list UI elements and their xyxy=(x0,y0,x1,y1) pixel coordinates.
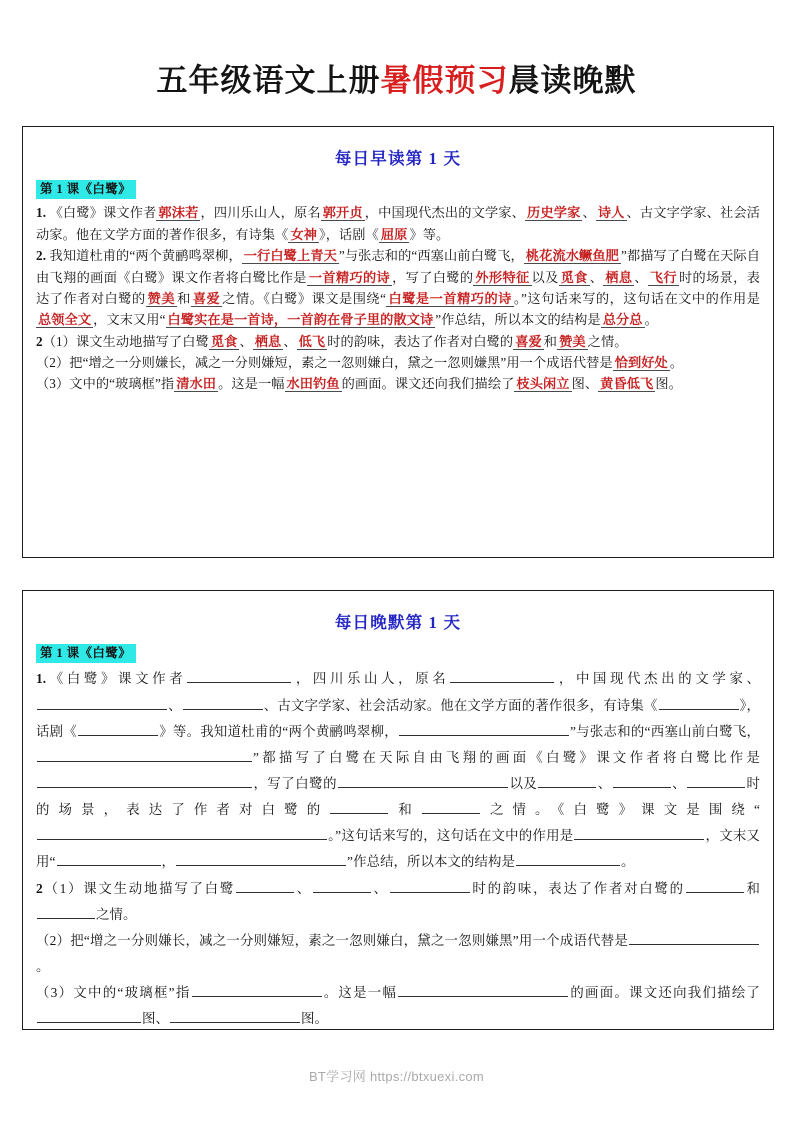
e3-label: （2） xyxy=(36,932,71,948)
e2-text-5: 和 xyxy=(744,880,760,896)
evening-lesson-badge-row xyxy=(36,644,760,666)
e1-text-7: 》等。我知道杜甫的“两个黄鹂鸣翠柳， xyxy=(159,723,398,739)
page-title xyxy=(0,0,793,101)
e1-text-13: 、 xyxy=(671,775,687,791)
q2-text-14: 。 xyxy=(644,312,658,328)
e1-text-9: ”都描写了白鹭在天际自由飞翔的画面《白鹭》课文作者将白鹭比作是 xyxy=(253,749,760,765)
e1-text-16: 之情。《白鹭》课文是围绕 xyxy=(480,802,754,818)
q3-answer-4: 喜爱 xyxy=(515,333,542,349)
q5-answer-4: 黄昏低飞 xyxy=(600,376,654,392)
answer-blank[interactable] xyxy=(37,696,167,710)
answer-blank[interactable] xyxy=(399,722,569,736)
q2-text-4: ，写了白鹭的 xyxy=(392,269,474,285)
q1-text-6: 》，话剧《 xyxy=(319,226,379,242)
e4-text-4: 图、 xyxy=(142,1011,169,1027)
q5-text-1: 文中的“玻璃框”指 xyxy=(69,376,175,392)
q2-answer-1: 一行白鹭上青天 xyxy=(243,248,337,264)
answer-blank[interactable] xyxy=(422,800,480,814)
q1-text-2: ，四川乐山人，原名 xyxy=(200,205,321,221)
q5-answer-2: 水田钓鱼 xyxy=(286,376,340,392)
q3-answer-1: 觅食 xyxy=(210,333,238,349)
morning-lesson-badge-row xyxy=(36,180,760,202)
morning-reading-box xyxy=(22,126,774,558)
q2-answer-9: 喜爱 xyxy=(192,290,221,306)
morning-body xyxy=(36,202,760,394)
e1-text-11: 以及 xyxy=(509,775,538,791)
morning-section-heading: 每日早读第 1 天 xyxy=(334,149,462,168)
q1-number: 1. xyxy=(36,205,47,221)
q2-answer-7: 飞行 xyxy=(649,269,678,285)
q1-answer-6: 屈原 xyxy=(380,226,408,242)
title-part-1: 五年级语文上册 xyxy=(156,63,381,98)
e2-label: （1） xyxy=(42,880,84,896)
e1-text-22: 。 xyxy=(620,854,635,870)
e1-text-20: ， xyxy=(161,854,176,870)
evening-question-1 xyxy=(36,666,760,875)
e1-text-5: 、古文字学家、社会活动家。他在文学方面的著作很多，有诗集《 xyxy=(263,697,658,713)
q2-text-2: ”与张志和的“西塞山前白鹭飞， xyxy=(338,248,524,264)
e1-text-1: 《白鹭》课文作者 xyxy=(46,671,187,687)
q3-text-4: 时的韵味，表达了作者对白鹭的 xyxy=(327,333,514,349)
q2-text-10: 之情。《白鹭》课文是围绕“ xyxy=(222,290,387,306)
e3-text-2: 是 xyxy=(614,932,628,948)
e1-text-14: 时的场景，表达了作者对白鹭的 xyxy=(36,775,760,818)
evening-section-heading: 每日晚默第 1 天 xyxy=(334,613,462,632)
q2-text-6: 、 xyxy=(589,269,604,285)
q3-text-6: 之情。 xyxy=(587,333,628,349)
answer-blank[interactable] xyxy=(37,748,252,762)
q2-answer-12: 白鹭实在是一首诗，一首韵在骨子里的散文诗 xyxy=(167,312,434,328)
answer-blank[interactable] xyxy=(37,774,252,788)
q1-answer-2: 郭开贞 xyxy=(322,205,363,221)
e1-text-10: ，写了白鹭的 xyxy=(253,775,338,791)
q2-answer-8: 赞美 xyxy=(147,290,176,306)
e4-label: （3） xyxy=(36,985,74,1001)
answer-blank[interactable] xyxy=(574,827,704,841)
evening-question-2 xyxy=(36,876,760,928)
q2-number: 2. xyxy=(36,248,47,264)
answer-blank[interactable] xyxy=(192,983,322,997)
q2-answer-11: 总领全文 xyxy=(38,312,92,328)
answer-blank[interactable] xyxy=(686,879,744,893)
answer-blank[interactable] xyxy=(313,879,371,893)
q1-text-5: 、古文字学家、社会活动家。他在文学方面的著作很多，有诗集《 xyxy=(36,205,761,242)
answer-blank[interactable] xyxy=(398,983,568,997)
answer-blank[interactable] xyxy=(390,879,470,893)
answer-blank[interactable] xyxy=(176,853,346,867)
q3-text-2: 、 xyxy=(239,333,253,349)
e1-number: 1. xyxy=(36,671,47,687)
q5-answer-1: 清水田 xyxy=(176,376,217,392)
q2-text-8: 时的场景，表达了作者对白鹭的 xyxy=(36,269,761,306)
title-highlight: 暑假预习 xyxy=(380,63,509,98)
e1-text-2: ，四川乐山人，原名 xyxy=(292,671,450,687)
evening-question-4 xyxy=(36,980,760,1032)
q3-answer-2: 栖息 xyxy=(254,333,282,349)
q1-text-3: ，中国现代杰出的文学家、 xyxy=(364,205,526,221)
morning-question-1 xyxy=(36,202,760,245)
q5-text-5: 图。 xyxy=(655,376,682,392)
e1-text-12: 、 xyxy=(597,775,612,791)
q2-answer-2: 桃花流水鳜鱼肥 xyxy=(525,248,619,264)
q4-text-2: 。 xyxy=(669,355,684,370)
q1-answer-1: 郭沫若 xyxy=(158,205,199,221)
morning-question-5 xyxy=(36,373,760,394)
q1-text-7: 》等。 xyxy=(409,226,450,242)
e1-text-17: “ xyxy=(753,802,760,818)
morning-question-2 xyxy=(36,245,760,331)
q2-text-7: 、 xyxy=(634,269,648,285)
e1-text-18: 。”这句话来写的，这句话在文中的作用是 xyxy=(328,828,574,844)
e2-number: 2 xyxy=(36,880,43,896)
q2-text-11: 。”这句话来写的，这句话在文中的作用是 xyxy=(513,290,760,306)
e1-text-4: 、 xyxy=(168,697,182,713)
e2-text-1: 课文生动地描写了白鹭 xyxy=(83,880,236,896)
evening-body xyxy=(36,666,760,1032)
q5-text-3: 的画面。课文还向我们描绘了 xyxy=(341,376,515,392)
q2-text-3: ”都描写了白鹭在天际自由飞翔的画面《白鹭》课文作者将白鹭比作是 xyxy=(36,248,760,285)
q2-answer-5: 觅食 xyxy=(560,269,588,285)
q1-text-4: 、 xyxy=(582,205,596,221)
e4-text-1: 文中的“玻璃框”指 xyxy=(73,985,191,1001)
answer-blank[interactable] xyxy=(183,696,263,710)
q1-text-1: 《白鹭》课文作者 xyxy=(49,205,157,221)
answer-blank[interactable] xyxy=(170,1009,300,1023)
q2-text-5: 以及 xyxy=(531,269,559,285)
e1-text-19: ，文末又用“ xyxy=(36,828,760,870)
q5-text-4: 图、 xyxy=(571,376,599,392)
q5-answer-3: 枝头闲立 xyxy=(516,376,570,392)
title-part-2: 晨读晚默 xyxy=(508,63,637,98)
evening-question-3 xyxy=(36,928,760,980)
answer-blank[interactable] xyxy=(629,931,759,945)
e3-text-3: 。 xyxy=(36,958,50,974)
q3-answer-3: 低飞 xyxy=(298,333,326,349)
q2-text-9: 和 xyxy=(177,290,191,306)
answer-blank[interactable] xyxy=(613,774,671,788)
answer-blank[interactable] xyxy=(187,670,291,684)
answer-blank[interactable] xyxy=(57,853,161,867)
e2-text-3: 、 xyxy=(371,880,389,896)
q2-text-1: 我知道杜甫的“两个黄鹂鸣翠柳， xyxy=(49,248,242,264)
q5-text-2: 。这是一幅 xyxy=(218,376,285,392)
lesson-badge: 第 1 课《白鹭》 xyxy=(36,180,136,199)
q1-answer-3: 历史学家 xyxy=(527,205,581,221)
q1-answer-4: 诗人 xyxy=(597,205,625,221)
e1-text-8: ”与张志和的“西塞山前白鹭飞， xyxy=(569,723,760,739)
e1-text-3: ，中国现代杰出的文学家、 xyxy=(555,671,760,687)
q3-text-5: 和 xyxy=(543,333,558,349)
answer-blank[interactable] xyxy=(78,722,158,736)
answer-blank[interactable] xyxy=(338,774,508,788)
e3-text-1: 把“增之一分则嫌长，减之一分则嫌短，素之一忽则嫌白，黛之一忽则嫌黑”用一个成语代替 xyxy=(70,932,615,948)
e1-text-21: ”作总结，所以本文的结构是 xyxy=(347,854,515,870)
e4-text-5: 图。 xyxy=(300,1011,328,1027)
q2-answer-13: 总分总 xyxy=(602,312,643,328)
q3-label: （1） xyxy=(42,333,76,349)
q2-answer-10: 白鹭是一首精巧的诗 xyxy=(388,290,512,306)
q3-answer-5: 赞美 xyxy=(559,333,586,349)
answer-blank[interactable] xyxy=(450,670,554,684)
q2-answer-3: 一首精巧的诗 xyxy=(308,269,391,285)
q3-text-1: 课文生动地描写了白鹭 xyxy=(75,333,209,349)
morning-question-4 xyxy=(36,352,760,373)
answer-blank[interactable] xyxy=(37,905,95,919)
answer-blank[interactable] xyxy=(37,1009,141,1023)
q2-text-12: ，文末又用“ xyxy=(93,312,166,328)
answer-blank[interactable] xyxy=(687,774,745,788)
q4-label: （2） xyxy=(36,355,70,370)
answer-blank[interactable] xyxy=(236,879,294,893)
q3-text-3: 、 xyxy=(283,333,297,349)
e2-text-2: 、 xyxy=(295,880,312,896)
answer-blank[interactable] xyxy=(538,774,596,788)
q4-text-1: 把“增之一分则嫌长，减之一分则嫌短，素之一忽则嫌白，黛之一忽则嫌黑”用一个成语代替是 xyxy=(69,355,613,370)
e4-text-2: 。这是一幅 xyxy=(322,985,398,1001)
q2-answer-4: 外形特征 xyxy=(475,269,530,285)
answer-blank[interactable] xyxy=(516,853,620,867)
lesson-badge: 第 1 课《白鹭》 xyxy=(36,644,136,663)
e2-text-6: 之情。 xyxy=(96,906,137,922)
answer-blank[interactable] xyxy=(330,800,388,814)
q2-answer-6: 栖息 xyxy=(605,269,633,285)
e4-text-3: 的画面。课文还向我们描绘了 xyxy=(569,985,760,1001)
e1-text-15: 和 xyxy=(389,802,421,818)
morning-question-3 xyxy=(36,331,760,352)
e1-text-6: 》，话剧《 xyxy=(36,697,760,739)
footer-watermark: BT学习网 https://btxuexi.com xyxy=(308,1069,485,1084)
q4-answer-1: 恰到好处 xyxy=(614,355,668,370)
e2-text-4: 时的韵味，表达了作者对白鹭的 xyxy=(470,880,685,896)
answer-blank[interactable] xyxy=(37,827,327,841)
answer-blank[interactable] xyxy=(659,696,739,710)
q3-number: 2 xyxy=(36,333,43,349)
q1-answer-5: 女神 xyxy=(290,226,318,242)
q2-text-13: ”作总结，所以本文的结构是 xyxy=(435,312,601,328)
evening-dictation-box xyxy=(22,590,774,1030)
q5-label: （3） xyxy=(36,376,70,392)
